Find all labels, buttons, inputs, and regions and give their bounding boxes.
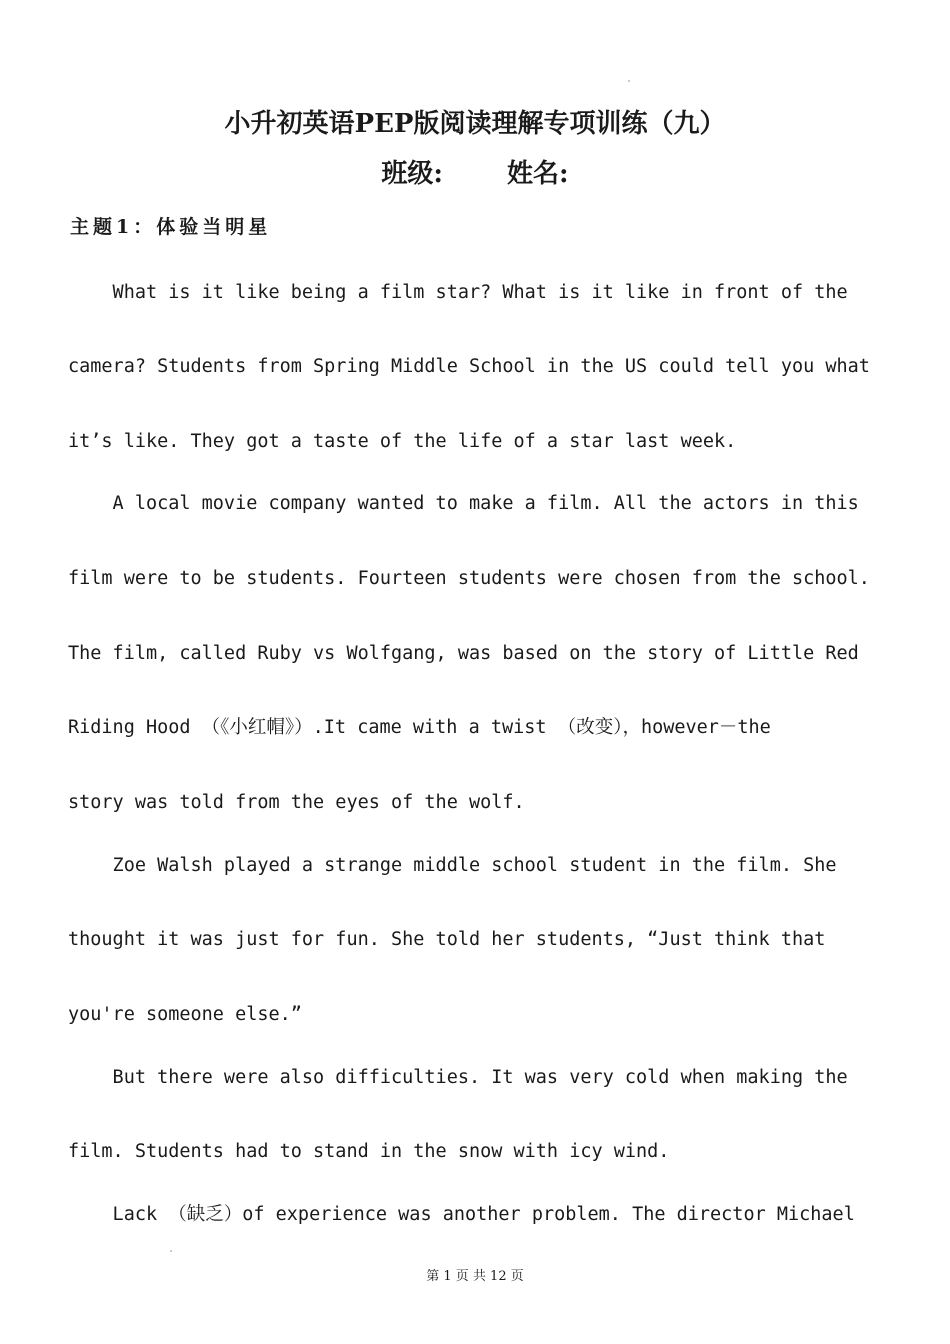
student-info-row — [0, 156, 950, 192]
passage-line-8: story was told from the eyes of the wolf. — [68, 792, 525, 813]
passage-line-9: Zoe Walsh played a strange middle school student in the film. She — [68, 855, 837, 876]
passage-line-7: Riding Hood （《小红帽》）.It came with a twist （改变），however－the — [68, 717, 771, 738]
page-footer: 第 1 页 共 12 页 — [426, 1269, 524, 1284]
passage-line-14: Lack （缺乏）of experience was another problem. The director Michael — [68, 1204, 855, 1225]
scan-speck — [170, 1250, 172, 1252]
passage-line-4: A local movie company wanted to make a film. All the actors in this — [68, 493, 859, 514]
scan-speck — [628, 80, 630, 82]
page-title: 小升初英语PEP版阅读理解专项训练（九） — [224, 109, 726, 139]
name-label: 姓名: — [507, 159, 569, 189]
passage-line-10: thought it was just for fun. She told her students, “Just think that — [68, 929, 826, 950]
topic-heading: 主题1：体验当明星 — [70, 216, 272, 238]
passage-line-13: film. Students had to stand in the snow with icy wind. — [68, 1141, 670, 1162]
passage-line-5: film were to be students. Fourteen students were chosen from the school. — [68, 568, 870, 589]
passage-line-12: But there were also difficulties. It was very cold when making the — [68, 1067, 848, 1088]
class-label: 班级: — [381, 159, 443, 189]
passage-line-3: it’s like. They got a taste of the life of a star last week. — [68, 431, 737, 452]
passage-line-1: What is it like being a film star? What is it like in front of the — [68, 282, 848, 303]
passage-line-6: The film, called Ruby vs Wolfgang, was based on the story of Little Red — [68, 643, 859, 664]
passage-line-2: camera? Students from Spring Middle School in the US could tell you what — [68, 356, 870, 377]
passage-line-11: you're someone else.” — [68, 1004, 302, 1025]
